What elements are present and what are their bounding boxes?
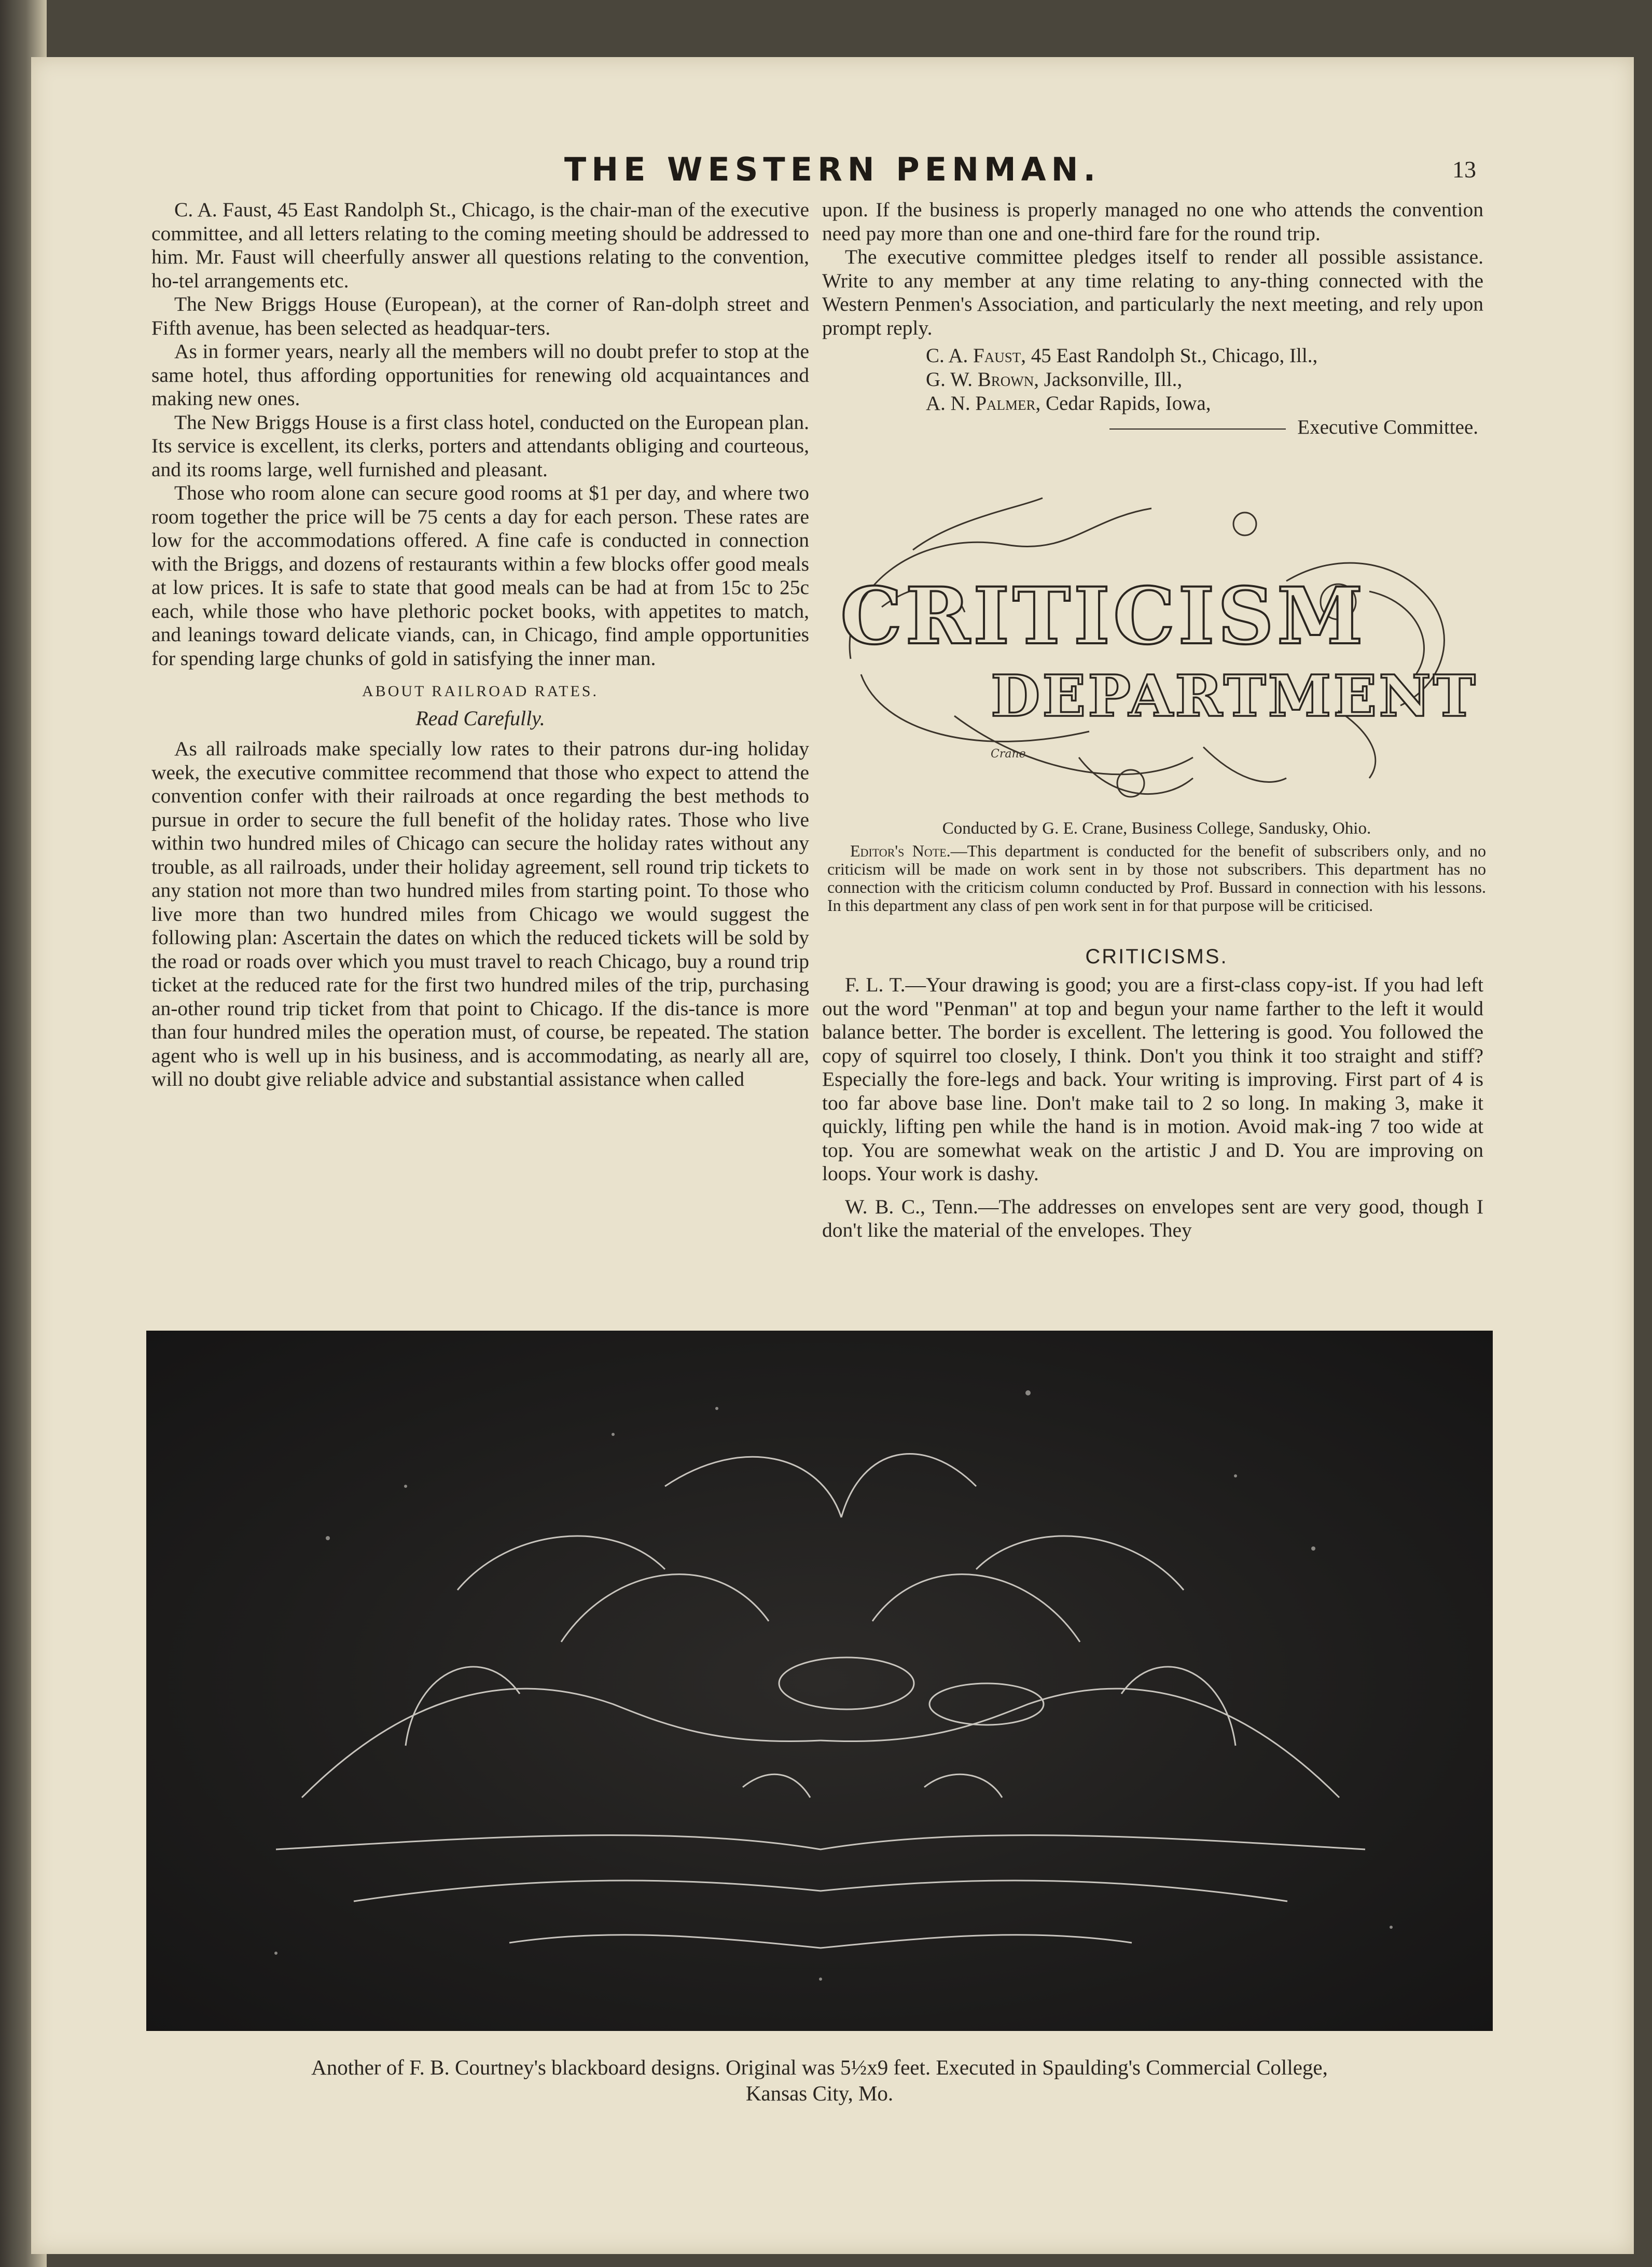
committee-signature (926, 416, 1483, 439)
criticism-entry: F. L. T.—Your drawing is good; you are a first-class copy-ist. If you had left out the word "Penman" at top and begun your name farther to the left it would balance better. The border is excellent. The lettering is good. You followed the copy of squirrel too closely, I think. Don't you think it too straight and stiff? Especially the fore-legs and back. Your writing is improving. First part of 4 is too far above base line. Don't make tail to 2 so long. In making 3, make it quickly, lifting pen while the hand is in motion. Avoid mak-ing 7 too wide at top. You are somewhat weak on the artistic J and D. You are improving on loops. Your work is dashy. (822, 973, 1483, 1185)
committee-member (926, 344, 1483, 368)
ornament-signature: Crane (991, 748, 1026, 761)
paragraph: The New Briggs House is a first class hotel, conducted on the European plan. Its service is excellent, its clerks, porters and attendants obliging and courteous, and its rooms large, well furnished and pleasant. (151, 410, 809, 481)
member-name: G. W. Brown (926, 368, 1034, 391)
committee-member (926, 392, 1483, 416)
editors-note (827, 842, 1486, 915)
criticism-department-ornament (820, 488, 1478, 809)
paragraph: The executive committee pledges itself to render all possible assistance. Write to any member at any time relating to any-thing connected with the Western Penmen's Association, and particularly the next meeting, and rely upon prompt reply. (822, 245, 1483, 339)
editors-note-block (827, 820, 1486, 915)
editors-note-text: —This department is conducted for the benefit of subscribers only, and no criticism will be made on work sent in by those not subscribers. This department has no connection with the criticism column conducted by Prof. Bussard in connection with his lessons. In this department any class of pen work sent in for that purpose will be criticised. (827, 841, 1486, 915)
paragraph: As all railroads make specially low rates to their patrons dur-ing holiday week, the executive committee recommend that those who expect to attend the convention confer with their railroads at once regarding the best methods to pursue in order to secure the full benefit of the holiday rates. Those who live within two hundred miles of Chicago can secure the holiday rates without any trouble, as all railroads, under their holiday agreement, sell round trip tickets to any station not more than two hundred miles from starting point. To those who live more than two hundred miles from Chicago we would suggest the following plan: Ascertain the dates on which the reduced tickets will be sold by the road or roads over which you must travel to reach Chicago, buy a round trip ticket at the reduced rate for the first two hundred miles of the trip, purchasing an-other round trip ticket from that point to Chicago. If the dis-tance is more than four hundred miles the operation must, of course, be repeated. The station agent who is well up in his business, and is accommodating, as nearly all are, will no doubt give reliable advice and substantial assistance when called (151, 737, 809, 1090)
masthead-title: THE WESTERN PENMAN. (564, 150, 1101, 188)
caption-line-2: Kansas City, Mo. (745, 2081, 894, 2105)
left-column (151, 198, 809, 1091)
chalk-flourishes (276, 1454, 1365, 1948)
member-address: , Cedar Rapids, Iowa, (1035, 392, 1211, 414)
figure-caption (146, 2054, 1493, 2106)
paragraph: upon. If the business is properly managed no one who attends the convention need pay more than one and one-third fare for the round trip. (822, 198, 1483, 245)
chalk-dots (274, 1390, 1393, 1981)
member-name: A. N. Palmer (926, 392, 1036, 414)
member-name: C. A. Faust (926, 344, 1021, 367)
blackboard-design-image (146, 1331, 1493, 2031)
right-column (822, 198, 1483, 439)
ornament-word-2: DEPARTMENT (991, 662, 1478, 729)
paragraph: C. A. Faust, 45 East Randolph St., Chicago, is the chair-man of the executive committee, and all letters relating to the coming meeting should be addressed to him. Mr. Faust will cheerfully answer all questions relating to the convention, ho-tel arrangements etc. (151, 198, 809, 292)
paragraph: Those who room alone can secure good rooms at $1 per day, and where two room together the price will be 75 cents a day for each person. These rates are low for the accommodations offered. A fine cafe is conducted in connection with the Briggs, and dozens of restaurants within a few blocks offer good meals at low prices. It is safe to state that good meals can be had at from 15c to 25c each, while those who have plethoric pocket books, with appetites to match, and leanings toward delicate viands, can, in Chicago, find ample opportunities for spending large chunks of gold in satisfying the inner man. (151, 481, 809, 670)
conducted-by: Conducted by G. E. Crane, Business College, Sandusky, Ohio. (942, 819, 1371, 838)
paragraph: The New Briggs House (European), at the corner of Ran-dolph street and Fifth avenue, has been selected as headquar-ters. (151, 293, 809, 339)
ornament-word-1: CRITICISM (840, 571, 1366, 662)
chalk-flourish-drawing (146, 1331, 1493, 2031)
committee-list (926, 344, 1483, 439)
caption-line-1: Another of F. B. Courtney's blackboard designs. Original was 5½x9 feet. Executed in Spaulding's Commercial College, (311, 2055, 1328, 2079)
paragraph: As in former years, nearly all the members will no doubt prefer to stop at the same hotel, thus affording opportunities for renewing old acquaintances and making new ones. (151, 340, 809, 410)
signature-rule (1109, 428, 1286, 430)
member-address: , 45 East Randolph St., Chicago, Ill., (1021, 344, 1318, 367)
railroad-heading: ABOUT RAILROAD RATES. (362, 683, 599, 700)
committee-member (926, 368, 1483, 392)
member-address: , Jacksonville, Ill., (1034, 368, 1183, 391)
editors-note-label: Editor's Note. (850, 841, 951, 860)
page-number: 13 (1452, 156, 1476, 183)
committee-label: Executive Committee. (1297, 416, 1478, 438)
criticism-entry: W. B. C., Tenn.—The addresses on envelopes sent are very good, though I don't like the material of the envelopes. They (822, 1195, 1483, 1241)
railroad-subheading: Read Carefully. (415, 706, 545, 730)
criticisms-heading: CRITICISMS. (1085, 945, 1228, 968)
criticisms-body (822, 973, 1483, 1242)
